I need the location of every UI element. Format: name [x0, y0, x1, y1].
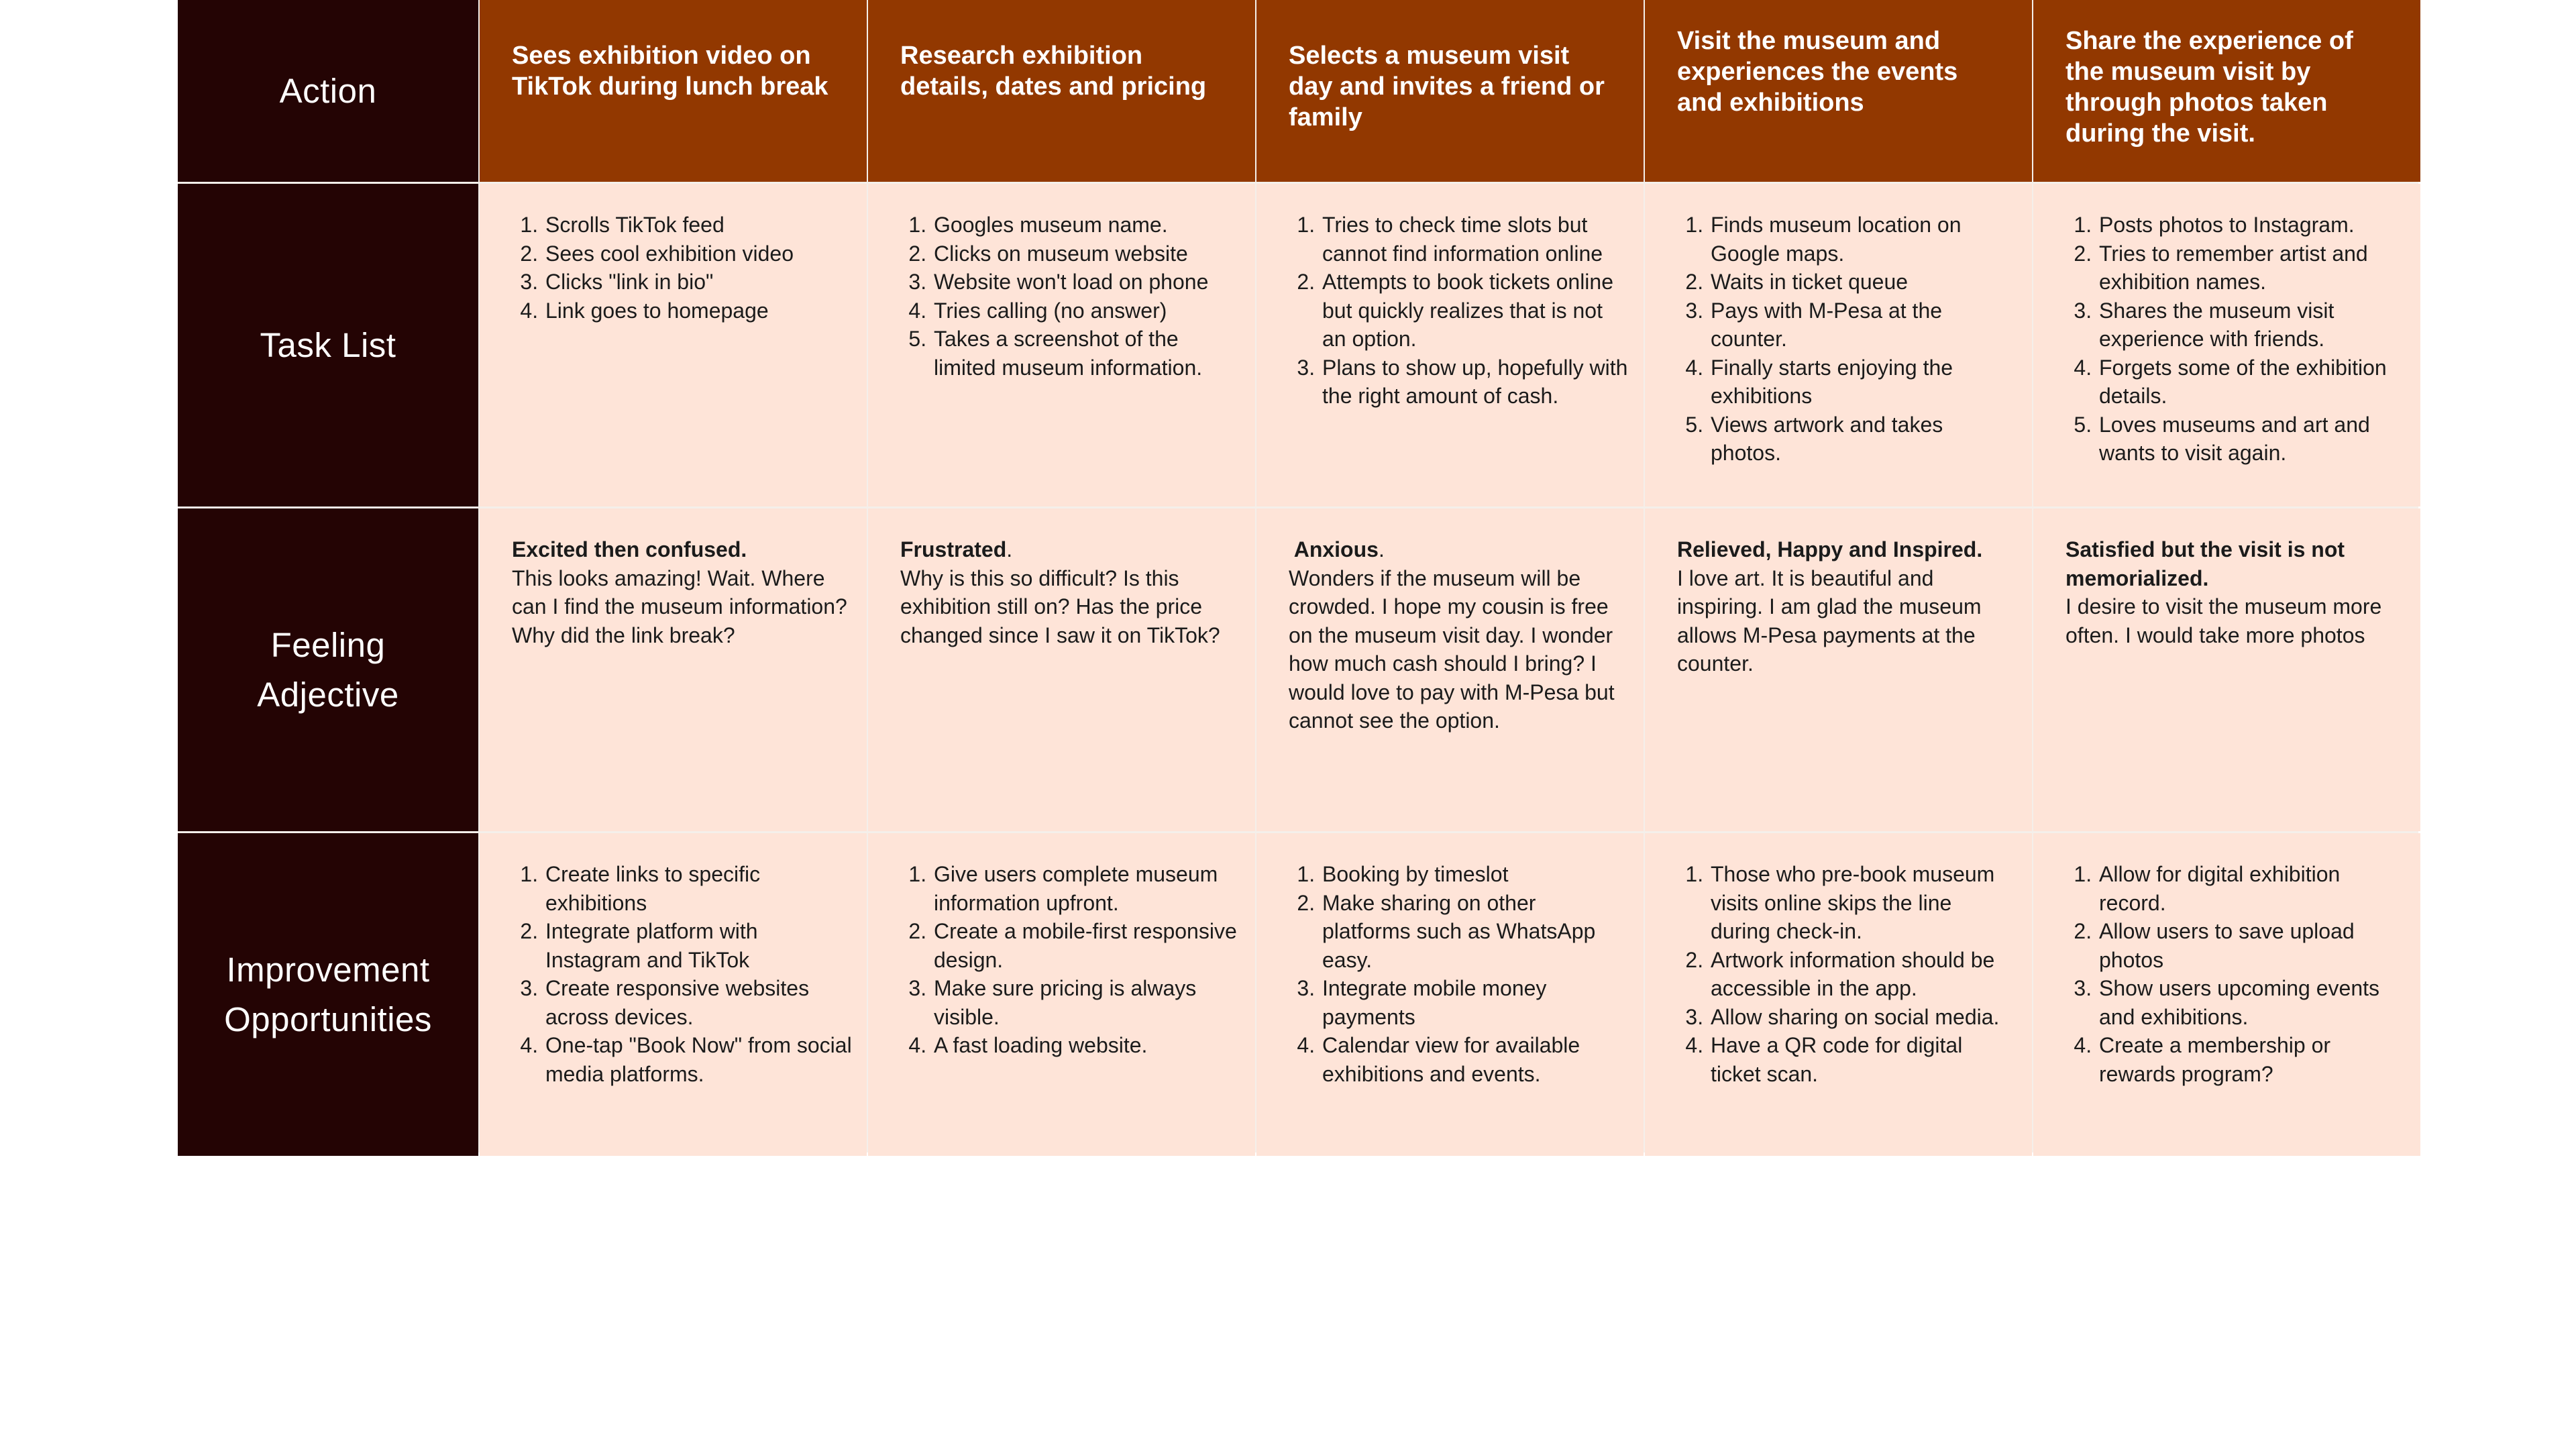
list-item: 1. Booking by timeslot	[1321, 860, 1629, 889]
row-label-text: Action	[279, 71, 377, 110]
row-label-task-list	[178, 184, 478, 506]
row-label-line: Opportunities	[224, 1000, 432, 1038]
tasks-stage-2	[868, 184, 1255, 506]
row-label-line: Adjective	[257, 675, 399, 714]
list-item: 3. Pays with M-Pesa at the counter.	[1709, 297, 2017, 354]
row-label-line: Feeling	[270, 625, 386, 664]
action-stage-1: Sees exhibition video on TikTok during lunch break	[480, 0, 867, 182]
tasks-stage-5	[2033, 184, 2420, 506]
list-item: 1. Allow for digital exhibition record.	[2098, 860, 2406, 917]
list-item: 2. Waits in ticket queue	[1709, 268, 2017, 297]
feeling-stage-5	[2033, 508, 2420, 831]
feeling-title: Excited then confused.	[512, 537, 747, 561]
list-item: 2. Sees cool exhibition video	[544, 239, 852, 268]
list-item: 4. One-tap "Book Now" from social media platforms.	[544, 1031, 852, 1088]
feeling-title-period: .	[1378, 537, 1385, 561]
improvements-stage-1	[480, 833, 867, 1156]
tasks-stage-4	[1645, 184, 2032, 506]
list-item: 3. Make sure pricing is always visible.	[932, 974, 1240, 1031]
feeling-title: Anxious	[1289, 537, 1379, 561]
improvement-list	[1289, 860, 1629, 1088]
action-stage-3: Selects a museum visit day and invites a friend or family	[1256, 0, 1644, 182]
improvement-list	[512, 860, 852, 1088]
improvement-list	[900, 860, 1240, 1060]
list-item: 3. Website won't load on phone	[932, 268, 1240, 297]
row-label-text: Task List	[260, 325, 396, 364]
list-item: 3. Clicks "link in bio"	[544, 268, 852, 297]
list-item: 2. Attempts to book tickets online but quickly realizes that is not an option.	[1321, 268, 1629, 354]
row-label-action	[178, 0, 478, 182]
list-item: 2. Tries to remember artist and exhibition names.	[2098, 239, 2406, 297]
journey-map-table	[178, 0, 2418, 1152]
list-item: 2. Clicks on museum website	[932, 239, 1240, 268]
list-item: 2. Integrate platform with Instagram and TikTok	[544, 917, 852, 974]
list-item: 3. Integrate mobile money payments	[1321, 974, 1629, 1031]
row-label-improvement	[178, 833, 478, 1156]
feeling-title-period: .	[1006, 537, 1013, 561]
feeling-text: I desire to visit the museum more often. I would take more photos	[2065, 594, 2382, 647]
feeling-stage-2	[868, 508, 1255, 831]
list-item: 3. Shares the museum visit experience with friends.	[2098, 297, 2406, 354]
list-item: 1. Finds museum location on Google maps.	[1709, 211, 2017, 268]
list-item: 1. Give users complete museum information upfront.	[932, 860, 1240, 917]
list-item: 1. Posts photos to Instagram.	[2098, 211, 2406, 239]
improvements-stage-4	[1645, 833, 2032, 1156]
feeling-title: Relieved, Happy and Inspired.	[1677, 537, 1983, 561]
feeling-text: I love art. It is beautiful and inspiring. I am glad the museum allows M-Pesa payments at the counter.	[1677, 566, 1982, 676]
task-list	[1677, 211, 2017, 468]
list-item: 2. Make sharing on other platforms such as WhatsApp easy.	[1321, 889, 1629, 975]
improvement-list	[1677, 860, 2017, 1088]
feeling-title: Frustrated	[900, 537, 1007, 561]
list-item: 1. Tries to check time slots but cannot find information online	[1321, 211, 1629, 268]
feeling-text: This looks amazing! Wait. Where can I find the museum information? Why did the link break?	[512, 566, 847, 647]
feeling-stage-1	[480, 508, 867, 831]
improvements-stage-3	[1256, 833, 1644, 1156]
task-list	[900, 211, 1240, 382]
list-item: 5. Loves museums and art and wants to visit again.	[2098, 411, 2406, 468]
action-stage-4: Visit the museum and experiences the events and exhibitions	[1645, 0, 2032, 182]
list-item: 3. Show users upcoming events and exhibitions.	[2098, 974, 2406, 1031]
tasks-stage-1	[480, 184, 867, 506]
list-item: 1. Googles museum name.	[932, 211, 1240, 239]
list-item: 5. Views artwork and takes photos.	[1709, 411, 2017, 468]
action-stage-2: Research exhibition details, dates and pricing	[868, 0, 1255, 182]
list-item: 4. Tries calling (no answer)	[932, 297, 1240, 325]
feeling-stage-4	[1645, 508, 2032, 831]
list-item: 2. Create a mobile-first responsive design.	[932, 917, 1240, 974]
list-item: 1. Create links to specific exhibitions	[544, 860, 852, 917]
tasks-stage-3	[1256, 184, 1644, 506]
task-list	[512, 211, 852, 325]
list-item: 4. Create a membership or rewards program?	[2098, 1031, 2406, 1088]
task-list	[2065, 211, 2406, 468]
feeling-text: Wonders if the museum will be crowded. I hope my cousin is free on the museum visit day. I wonder how much cash should I bring? I would love to pay with M-Pesa but cannot see the option.	[1289, 566, 1615, 733]
task-list	[1289, 211, 1629, 411]
list-item: 3. Create responsive websites across devices.	[544, 974, 852, 1031]
list-item: 4. Calendar view for available exhibitions and events.	[1321, 1031, 1629, 1088]
feeling-title: Satisfied but the visit is not memorialized.	[2065, 537, 2345, 590]
feeling-stage-3	[1256, 508, 1644, 831]
list-item: 1. Scrolls TikTok feed	[544, 211, 852, 239]
list-item: 4. A fast loading website.	[932, 1031, 1240, 1060]
improvement-list	[2065, 860, 2406, 1088]
list-item: 5. Takes a screenshot of the limited museum information.	[932, 325, 1240, 382]
list-item: 3. Plans to show up, hopefully with the right amount of cash.	[1321, 354, 1629, 411]
row-label-line: Improvement	[226, 950, 430, 989]
list-item: 4. Link goes to homepage	[544, 297, 852, 325]
list-item: 2. Allow users to save upload photos	[2098, 917, 2406, 974]
list-item: 4. Finally starts enjoying the exhibitions	[1709, 354, 2017, 411]
improvements-stage-5	[2033, 833, 2420, 1156]
list-item: 4. Have a QR code for digital ticket scan.	[1709, 1031, 2017, 1088]
list-item: 3. Allow sharing on social media.	[1709, 1003, 2017, 1032]
feeling-text: Why is this so difficult? Is this exhibition still on? Has the price changed since I saw it on TikTok?	[900, 566, 1220, 647]
list-item: 1. Those who pre-book museum visits online skips the line during check-in.	[1709, 860, 2017, 946]
action-stage-5: Share the experience of the museum visit by through photos taken during the visit.	[2033, 0, 2420, 182]
list-item: 2. Artwork information should be accessible in the app.	[1709, 946, 2017, 1003]
improvements-stage-2	[868, 833, 1255, 1156]
row-label-feeling	[178, 508, 478, 831]
list-item: 4. Forgets some of the exhibition details.	[2098, 354, 2406, 411]
